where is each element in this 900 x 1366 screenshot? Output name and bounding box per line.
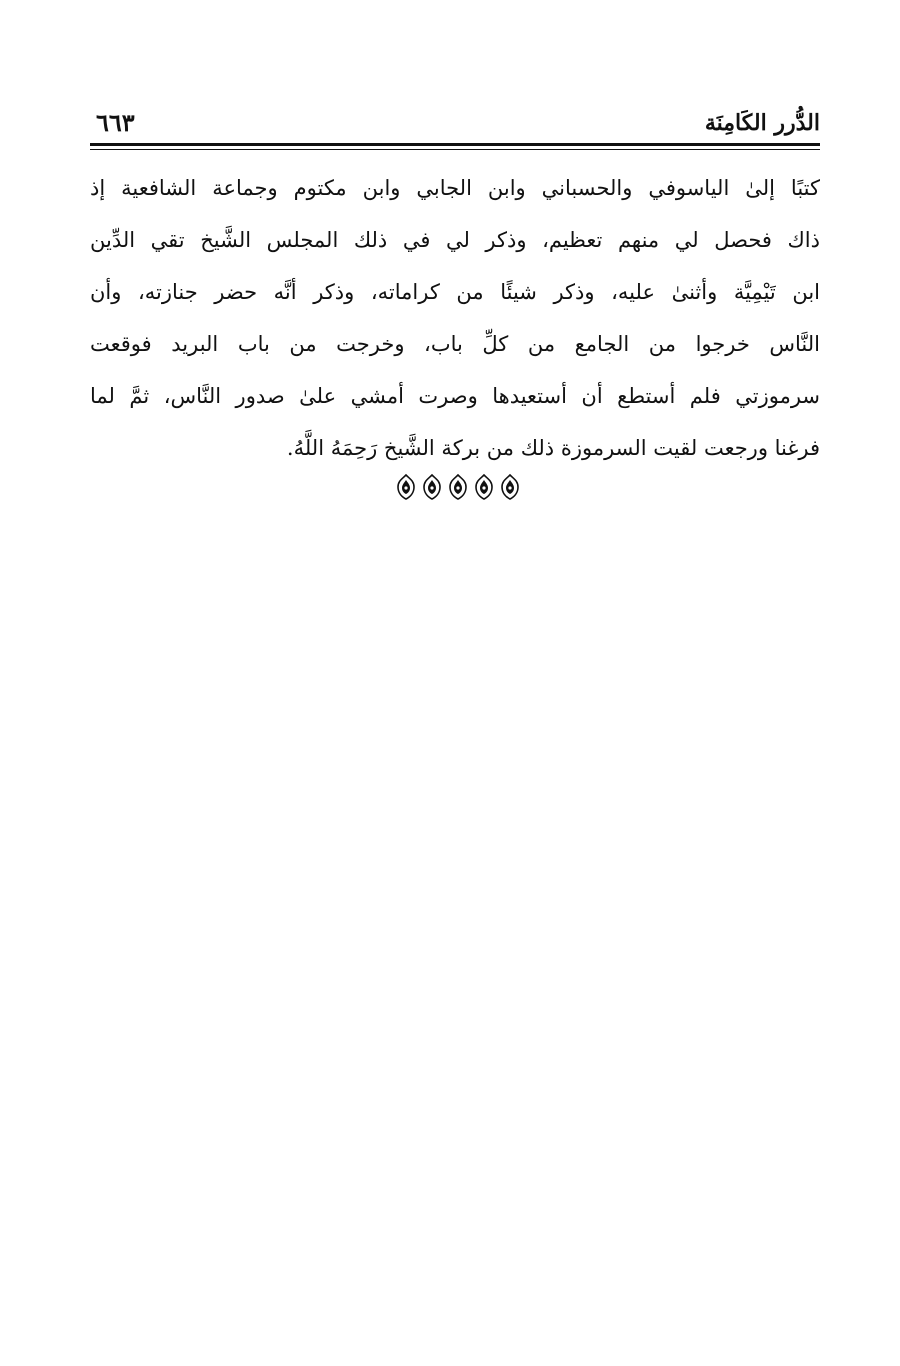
text-line: كتبًا إلىٰ الياسوفي والحسباني وابن الجابي وابن مكتوم وجماعة الشافعية إذ [90,176,820,200]
floral-ornament-icon [472,473,496,501]
section-end-ornament [390,470,525,504]
text-line: النَّاس خرجوا من الجامع من كلِّ باب، وخرجت من باب البريد فوقعت [90,332,820,356]
floral-ornament-icon [394,473,418,501]
text-line: ذاك فحصل لي منهم تعظيم، وذكر لي في ذلك المجلس الشَّيخ تقي الدِّين [90,228,820,252]
running-title: الدُّرر الكَامِنَة [704,110,820,136]
floral-ornament-icon [420,473,444,501]
text-line: ابن تَيْمِيَّة وأثنىٰ عليه، وذكر شيئًا من كراماته، وذكر أنَّه حضر جنازته، وأن [90,280,820,304]
text-line: سرموزتي فلم أستطع أن أستعيدها وصرت أمشي علىٰ صدور النَّاس، ثمَّ لما [90,384,820,408]
floral-ornament-icon [446,473,470,501]
header-rule-thin [90,149,820,150]
header-rule-thick [90,143,820,146]
text-line: فرغنا ورجعت لقيت السرموزة ذلك من بركة الشَّيخ رَحِمَهُ اللَّهُ. [286,436,820,460]
page-header [90,108,820,144]
body-text [90,162,820,474]
page-number: ٦٦٣ [96,108,135,137]
floral-ornament-icon [498,473,522,501]
